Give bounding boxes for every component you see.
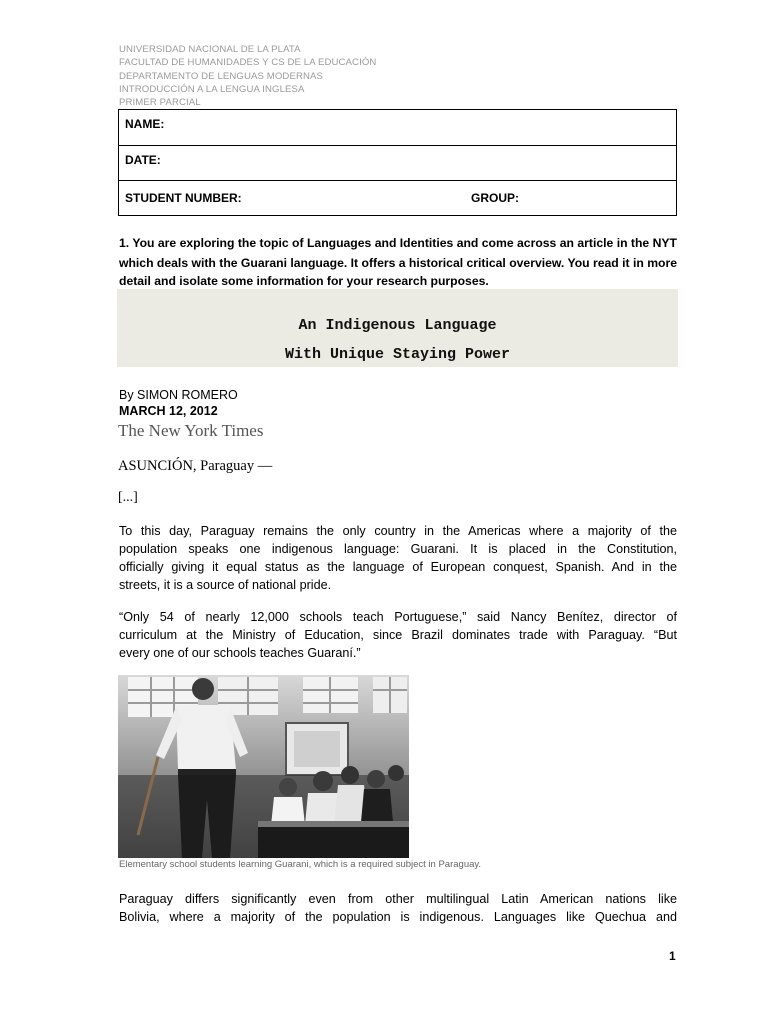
student-info-table bbox=[118, 109, 677, 216]
header-line-course: INTRODUCCIÓN A LA LENGUA INGLESA bbox=[119, 83, 305, 95]
question-1-line: detail and isolate some information for your research purposes. bbox=[119, 274, 489, 288]
student-number-row[interactable] bbox=[119, 181, 676, 216]
institution-header bbox=[119, 43, 376, 109]
paragraph-line: To this day, Paraguay remains the only country in the Americas where a majority of the bbox=[119, 524, 677, 538]
header-line-faculty: FACULTAD DE HUMANIDADES Y CS DE LA EDUCACIÓN bbox=[119, 57, 377, 69]
header-line-exam: PRIMER PARCIAL bbox=[119, 97, 201, 109]
dateline: ASUNCIÓN, Paraguay — bbox=[118, 458, 273, 474]
paragraph-line: every one of our schools teaches Guaraní.” bbox=[119, 646, 361, 660]
photo-caption: Elementary school students learning Guarani, which is a required subject in Paraguay. bbox=[119, 859, 482, 870]
publication-name: The New York Times bbox=[118, 421, 264, 440]
student-number-label: STUDENT NUMBER: bbox=[125, 191, 242, 205]
date-row[interactable] bbox=[119, 146, 676, 181]
paragraph-line: “Only 54 of nearly 12,000 schools teach Portuguese,” said Nancy Benítez, director of bbox=[119, 610, 677, 624]
header-line-department: DEPARTAMENTO DE LENGUAS MODERNAS bbox=[119, 70, 323, 82]
page-number: 1 bbox=[669, 949, 676, 963]
question-1-line: 1. You are exploring the topic of Languages and Identities and come across an article in the NYT bbox=[119, 236, 677, 250]
date-label: DATE: bbox=[125, 153, 161, 167]
header-line-university: UNIVERSIDAD NACIONAL DE LA PLATA bbox=[119, 44, 301, 55]
article-paragraph-3 bbox=[119, 890, 677, 926]
byline: By SIMON ROMERO bbox=[119, 388, 238, 402]
article-paragraph-1 bbox=[119, 522, 677, 594]
classroom-photo bbox=[118, 675, 409, 858]
group-label: GROUP: bbox=[471, 191, 519, 205]
article-title-box bbox=[117, 289, 678, 367]
name-row[interactable] bbox=[119, 110, 676, 146]
omission-marker: [...] bbox=[118, 490, 138, 505]
paragraph-line: Paraguay differs significantly even from other multilingual Latin American nations like bbox=[119, 892, 677, 906]
paragraph-line: streets, it is a source of national pride. bbox=[119, 578, 332, 592]
paragraph-line: Bolivia, where a majority of the population is indigenous. Languages like Quechua and bbox=[119, 910, 677, 924]
article-title-line-1: An Indigenous Language bbox=[298, 317, 497, 334]
article-paragraph-2 bbox=[119, 608, 677, 662]
article-date: MARCH 12, 2012 bbox=[119, 404, 218, 418]
name-label: NAME: bbox=[125, 117, 165, 131]
question-1-line: which deals with the Guarani language. It offers a historical critical overview. You read it in more bbox=[119, 256, 677, 270]
paragraph-line: population speaks one indigenous language: Guarani. It is placed in the Constitution, bbox=[119, 542, 677, 556]
paragraph-line: curriculum at the Ministry of Education, since Brazil dominates trade with Paraguay. “But bbox=[119, 628, 677, 642]
article-title-line-2: With Unique Staying Power bbox=[284, 346, 511, 363]
question-1-text bbox=[119, 233, 677, 289]
paragraph-line: officially giving it equal status as the language of European conquest, Spanish. And in the bbox=[119, 560, 677, 574]
